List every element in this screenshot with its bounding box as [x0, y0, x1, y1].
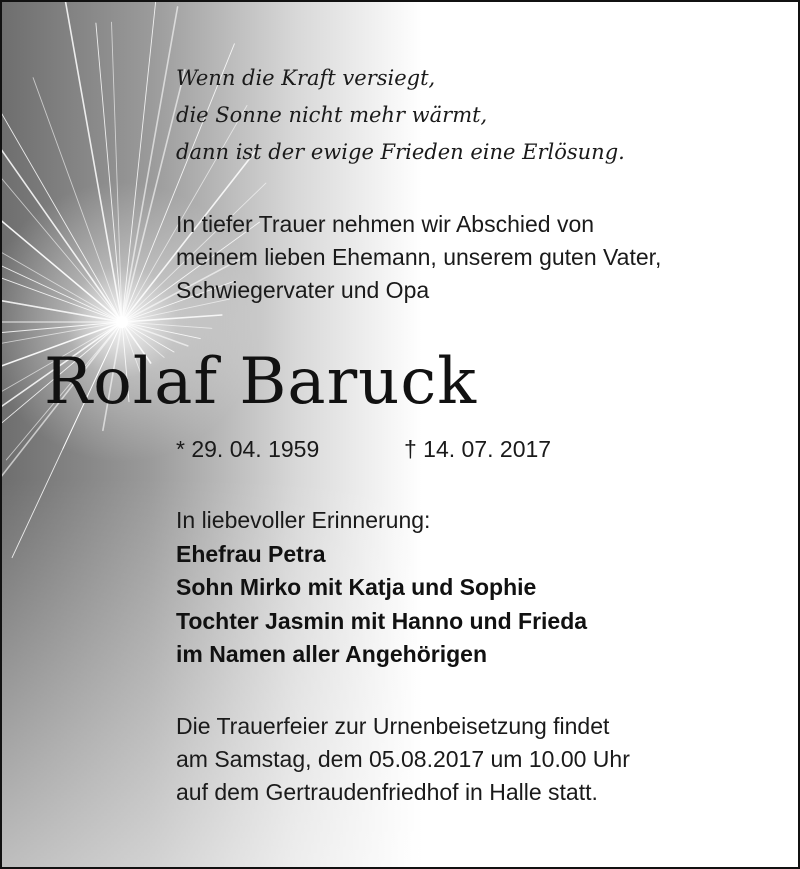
mourner-name: Sohn Mirko mit Katja und Sophie	[176, 574, 537, 600]
life-dates	[176, 432, 552, 466]
intro-line: In tiefer Trauer nehmen wir Abschied von	[176, 211, 595, 237]
mourners-block	[176, 504, 587, 672]
intro-line: Schwiegervater und Opa	[176, 277, 430, 303]
mourner-name: im Namen aller Angehörigen	[176, 641, 487, 667]
obituary-content	[2, 2, 798, 867]
verse-line: Wenn die Kraft versiegt,	[176, 66, 436, 90]
mourners-heading: In liebevoller Erinnerung:	[176, 507, 431, 533]
verse-line: dann ist der ewige Frieden eine Erlösung.	[176, 140, 625, 164]
verse-line: die Sonne nicht mehr wärmt,	[176, 103, 488, 127]
funeral-line: am Samstag, dem 05.08.2017 um 10.00 Uhr	[176, 746, 630, 772]
memorial-verse	[176, 60, 625, 171]
mourner-name: Tochter Jasmin mit Hanno und Frieda	[176, 607, 588, 634]
funeral-line: Die Trauerfeier zur Urnenbeisetzung findet	[176, 713, 610, 739]
mourner-name: Ehefrau Petra	[176, 540, 326, 567]
intro-line: meinem lieben Ehemann, unserem guten Vater,	[176, 244, 662, 270]
birth-date: * 29. 04. 1959	[176, 436, 320, 462]
funeral-line: auf dem Gertraudenfriedhof in Halle statt.	[176, 779, 598, 805]
deceased-name: Rolaf Baruck	[44, 345, 477, 419]
farewell-intro	[176, 208, 661, 307]
funeral-notice	[176, 710, 630, 809]
death-date: † 14. 07. 2017	[404, 436, 552, 462]
